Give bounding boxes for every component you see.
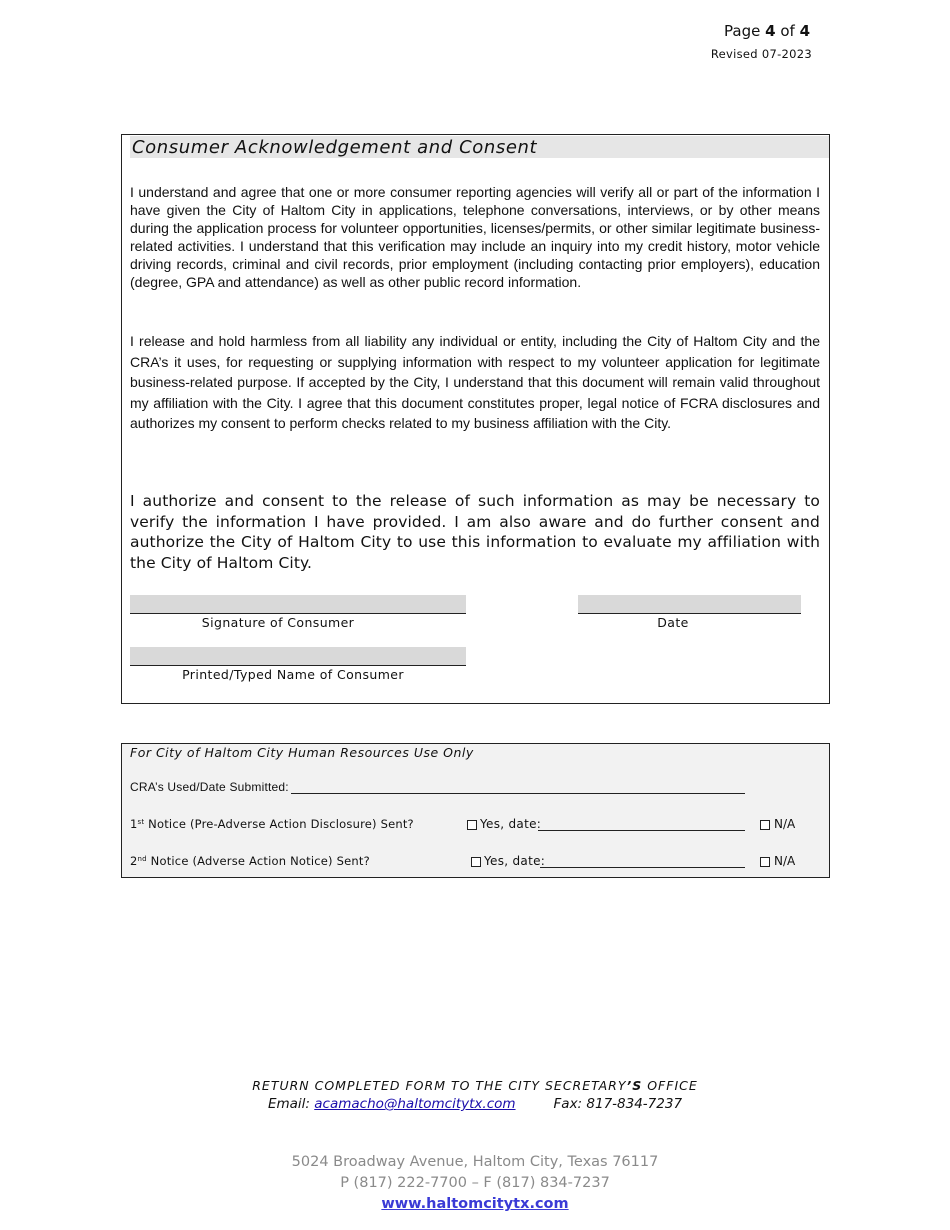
consent-title: Consumer Acknowledgement and Consent [130, 136, 829, 158]
page-total: 4 [799, 22, 810, 40]
cra-used-label: CRA’s Used/Date Submitted: [130, 780, 289, 794]
printed-name-field[interactable] [130, 647, 466, 666]
notice2-ordinal: nd [137, 855, 147, 863]
email-link[interactable]: acamacho@haltomcitytx.com [314, 1096, 516, 1112]
phone-fax: P (817) 222-7700 – F (817) 834-7237 [340, 1175, 610, 1191]
notice1-text: Notice (Pre-Adverse Action Disclosure) Sent? [144, 817, 414, 831]
address: 5024 Broadway Avenue, Haltom City, Texas 76117 [291, 1154, 659, 1170]
email-label: Email: [267, 1096, 315, 1112]
website-link[interactable]: www.haltomcitytx.com [381, 1196, 569, 1212]
notice1-na-label: N/A [774, 817, 796, 831]
return-text: RETURN COMPLETED FORM TO THE CITY SECRETARY [252, 1078, 627, 1093]
page-current: 4 [765, 22, 776, 40]
cra-used-field[interactable] [291, 793, 745, 794]
notice2-date-field[interactable] [540, 867, 745, 868]
printed-name-label: Printed/Typed Name of Consumer [182, 667, 404, 682]
notice2-number: 2 [130, 854, 138, 868]
hr-title: For City of Haltom City Human Resources Use Only [130, 745, 474, 760]
notice2-na-checkbox[interactable] [760, 857, 770, 867]
notice1-yes-checkbox[interactable] [467, 820, 477, 830]
notice2-yes-checkbox[interactable] [471, 857, 481, 867]
notice1-na-checkbox[interactable] [760, 820, 770, 830]
contact-line [100, 1096, 850, 1112]
date-field[interactable] [578, 595, 801, 614]
website [100, 1196, 850, 1212]
consent-paragraph-3: I authorize and consent to the release of such information as may be necessary to verify the information I have provided. I am also aware and do further consent and authorize the City of Haltom City to use this information to evaluate my affiliation with the City of Haltom City. [130, 492, 820, 572]
fax-number: Fax: 817-834-7237 [553, 1096, 683, 1112]
hr-use-only-section [121, 743, 830, 878]
notice2-label [130, 854, 370, 868]
consent-section [121, 134, 830, 704]
return-instructions [100, 1078, 850, 1093]
notice2-na-label: N/A [774, 854, 796, 868]
notice2-yes-label: Yes, date: [484, 854, 546, 868]
page-of: of [775, 22, 800, 40]
notice1-date-field[interactable] [538, 830, 745, 831]
date-label: Date [657, 615, 689, 630]
notice1-yes-label: Yes, date: [480, 817, 542, 831]
page-prefix: Page [724, 22, 766, 40]
return-possessive: ’S [626, 1078, 643, 1093]
notice1-ordinal: st [137, 818, 145, 826]
return-office: OFFICE [642, 1078, 698, 1093]
notice2-text: Notice (Adverse Action Notice) Sent? [146, 854, 370, 868]
notice1-number: 1 [130, 817, 138, 831]
notice1-label [130, 817, 414, 831]
consent-paragraph-1: I understand and agree that one or more consumer reporting agencies will verify all or part of the information I have given the City of Haltom City in applications, telephone conversations, interviews, or by other means during the application process for volunteer opportunities, licenses/permits, or other similar legitimate business-related activities. I understand that this verification may include an inquiry into my credit history, motor vehicle driving records, criminal and civil records, prior employment (including contacting prior employers), education (degree, GPA and attendance) as well as other public record information. [130, 184, 820, 290]
consent-paragraph-2: I release and hold harmless from all liability any individual or entity, including the City of Haltom City and the CRA’s it uses, for requesting or supplying information with respect to my volunteer application for legitimate business-related purpose. If accepted by the City, I understand that this document will remain valid throughout my affiliation with the City. I agree that this document constitutes proper, legal notice of FCRA disclosures and authorizes my consent to perform checks related to my business affiliation with the City. [130, 333, 820, 431]
signature-label: Signature of Consumer [201, 615, 355, 630]
revised-date: Revised 07-2023 [710, 47, 812, 61]
page-number [700, 22, 810, 40]
signature-field[interactable] [130, 595, 466, 614]
